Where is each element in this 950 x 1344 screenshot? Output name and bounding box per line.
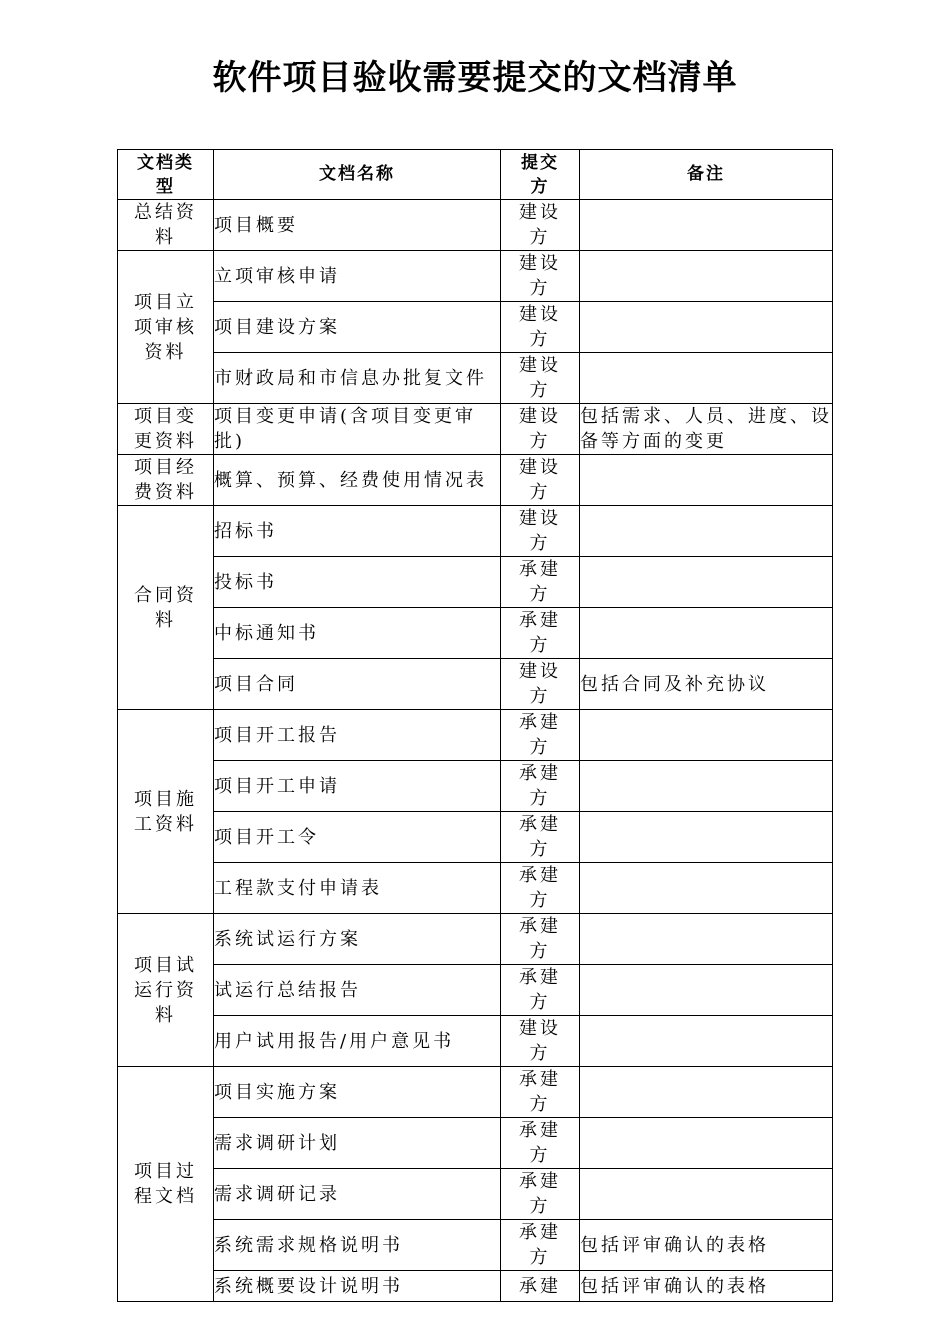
document-name-cell: 项目实施方案 [214,1067,501,1118]
document-list-table [117,149,833,1302]
category-cell: 项目经费资料 [118,455,214,506]
note-cell [580,812,833,863]
document-name-cell: 需求调研计划 [214,1118,501,1169]
document-name-cell: 项目开工申请 [214,761,501,812]
submitter-cell: 承建方 [501,1220,580,1271]
note-cell [580,965,833,1016]
submitter-cell: 承建 [501,1271,580,1302]
table-row [118,1220,833,1271]
document-name-cell: 试运行总结报告 [214,965,501,1016]
submitter-cell: 建设方 [501,200,580,251]
document-name-cell: 项目变更申请(含项目变更审批) [214,404,501,455]
submitter-cell: 承建方 [501,914,580,965]
table-row [118,965,833,1016]
header-type: 文档类型 [118,150,214,200]
document-name-cell: 投标书 [214,557,501,608]
document-name-cell: 立项审核申请 [214,251,501,302]
submitter-cell: 建设方 [501,302,580,353]
table-body [118,200,833,1302]
document-name-cell: 中标通知书 [214,608,501,659]
table-row [118,200,833,251]
document-name-cell: 工程款支付申请表 [214,863,501,914]
note-cell [580,353,833,404]
document-name-cell: 用户试用报告/用户意见书 [214,1016,501,1067]
table-header-row [118,150,833,200]
table-row [118,506,833,557]
document-name-cell: 系统试运行方案 [214,914,501,965]
submitter-cell: 承建方 [501,965,580,1016]
note-cell [580,302,833,353]
document-name-cell: 系统概要设计说明书 [214,1271,501,1302]
note-cell [580,1169,833,1220]
submitter-cell: 建设方 [501,455,580,506]
note-cell: 包括评审确认的表格 [580,1271,833,1302]
note-cell [580,710,833,761]
table-row [118,353,833,404]
note-cell: 包括合同及补充协议 [580,659,833,710]
submitter-cell: 承建方 [501,863,580,914]
note-cell [580,1016,833,1067]
table-row [118,1067,833,1118]
note-cell [580,506,833,557]
document-name-cell: 市财政局和市信息办批复文件 [214,353,501,404]
table-row [118,608,833,659]
table-row [118,710,833,761]
submitter-cell: 承建方 [501,557,580,608]
submitter-cell: 承建方 [501,1169,580,1220]
submitter-cell: 建设方 [501,659,580,710]
submitter-cell: 建设方 [501,506,580,557]
submitter-cell: 建设方 [501,251,580,302]
note-cell: 包括评审确认的表格 [580,1220,833,1271]
note-cell [580,455,833,506]
category-cell: 合同资料 [118,506,214,710]
document-name-cell: 项目概要 [214,200,501,251]
header-note: 备注 [580,150,833,200]
table-row [118,1016,833,1067]
table-row [118,1169,833,1220]
note-cell [580,1118,833,1169]
submitter-cell: 承建方 [501,710,580,761]
table-row [118,302,833,353]
table-row [118,1271,833,1302]
submitter-cell: 承建方 [501,1118,580,1169]
note-cell [580,914,833,965]
table-row [118,659,833,710]
category-cell: 总结资料 [118,200,214,251]
page-title: 软件项目验收需要提交的文档清单 [212,58,738,98]
document-name-cell: 项目开工报告 [214,710,501,761]
submitter-cell: 承建方 [501,761,580,812]
category-cell: 项目试运行资料 [118,914,214,1067]
note-cell: 包括需求、人员、进度、设备等方面的变更 [580,404,833,455]
category-cell: 项目施工资料 [118,710,214,914]
document-name-cell: 招标书 [214,506,501,557]
table-row [118,404,833,455]
header-name: 文档名称 [214,150,501,200]
table-row [118,251,833,302]
document-name-cell: 系统需求规格说明书 [214,1220,501,1271]
submitter-cell: 建设方 [501,1016,580,1067]
submitter-cell: 建设方 [501,353,580,404]
document-name-cell: 概算、预算、经费使用情况表 [214,455,501,506]
submitter-cell: 承建方 [501,812,580,863]
document-name-cell: 需求调研记录 [214,1169,501,1220]
table-row [118,914,833,965]
header-submitter: 提交方 [501,150,580,200]
document-name-cell: 项目建设方案 [214,302,501,353]
table-row [118,1118,833,1169]
submitter-cell: 承建方 [501,608,580,659]
note-cell [580,251,833,302]
category-cell: 项目过程文档 [118,1067,214,1302]
note-cell [580,1067,833,1118]
category-cell: 项目立项审核资料 [118,251,214,404]
note-cell [580,608,833,659]
table-row [118,557,833,608]
submitter-cell: 建设方 [501,404,580,455]
table-row [118,812,833,863]
note-cell [580,557,833,608]
note-cell [580,200,833,251]
table-row [118,455,833,506]
note-cell [580,761,833,812]
submitter-cell: 承建方 [501,1067,580,1118]
category-cell: 项目变更资料 [118,404,214,455]
document-name-cell: 项目合同 [214,659,501,710]
note-cell [580,863,833,914]
table-row [118,863,833,914]
document-name-cell: 项目开工令 [214,812,501,863]
table-row [118,761,833,812]
